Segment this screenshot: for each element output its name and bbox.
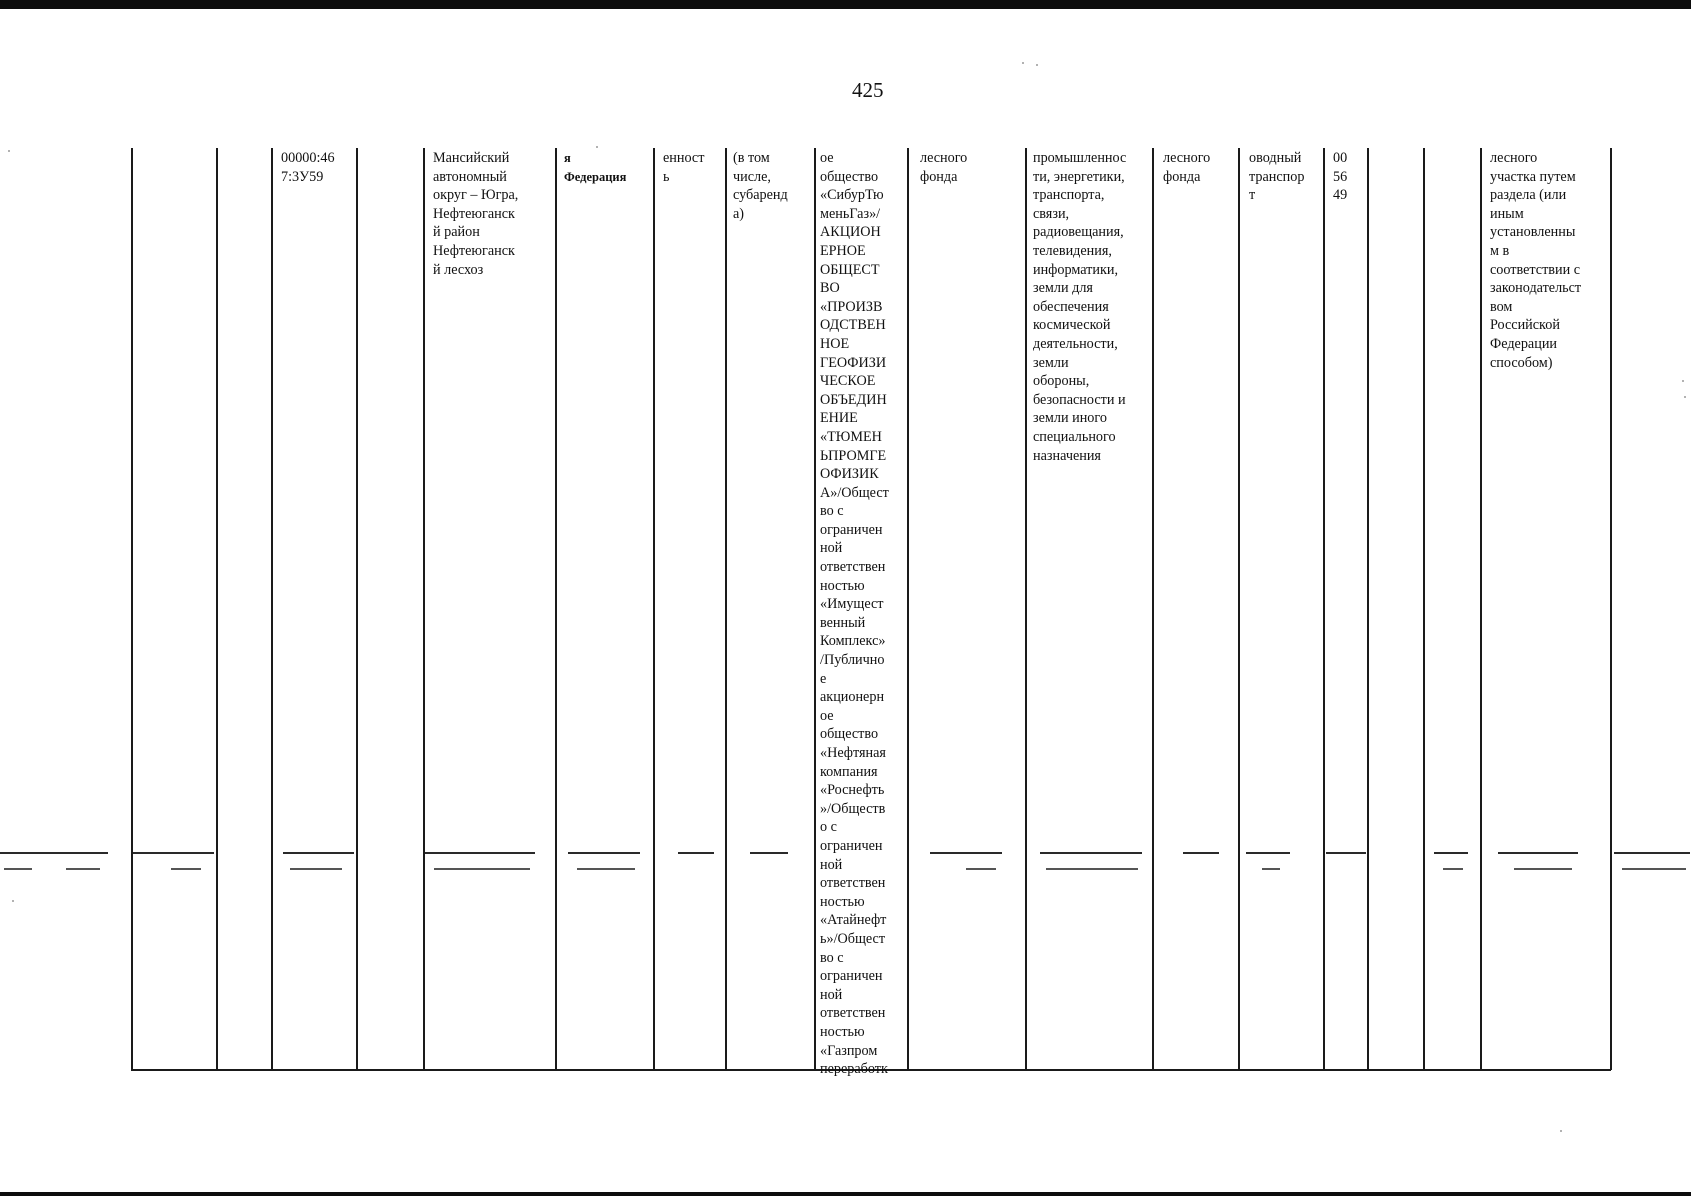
scan-speck [1022,62,1024,64]
row-divider-fragment [283,852,354,854]
column-border [1423,148,1425,1070]
row-divider-fragment [4,868,32,870]
column-border [1152,148,1154,1070]
column-border [1025,148,1027,1070]
row-divider-fragment [1514,868,1572,870]
column-border [216,148,218,1070]
cell-land-category-2: лесного фонда [1163,150,1211,185]
row-divider-fragment [750,852,788,854]
bottom-border [0,1192,1691,1196]
cell-land-use: промышленнос ти, энергетики, транспорта, связи, радиовещания, телевидения, информатики, земли для обеспечения космической деятельности, земли обороны, безопасности и земли иного специального назначения [1033,150,1127,464]
column-border [271,148,273,1070]
cell-right-type: енност ь [663,150,705,185]
row-divider-fragment [678,852,714,854]
top-border [0,0,1691,9]
row-divider-fragment [290,868,342,870]
row-divider-fragment [434,868,530,870]
cell-owner: я Федерация [564,151,627,184]
row-divider-fragment [1183,852,1219,854]
column-border [1610,148,1612,1070]
column-border [1238,148,1240,1070]
column-border [1367,148,1369,1070]
cell-land-category: лесного фонда [920,150,968,185]
cell-lease-note: (в том числе, субаренд а) [733,150,788,222]
row-divider-fragment [133,852,214,854]
column-border [555,148,557,1070]
row-divider-fragment [1498,852,1578,854]
column-border [356,148,358,1070]
row-divider-fragment [930,852,1002,854]
row-divider-fragment [1443,868,1463,870]
cell-cadastral-number: 00000:46 7:3У59 [281,150,335,185]
row-divider-fragment [66,868,100,870]
row-divider-fragment [1046,868,1138,870]
cell-location: Мансийский автономный округ – Югра, Нефтеюганск й район Нефтеюганск й лесхоз [433,150,519,278]
row-divider-fragment [425,852,535,854]
row-divider-fragment [1040,852,1142,854]
row-divider-fragment [0,852,108,854]
row-divider-fragment [1434,852,1468,854]
column-border [907,148,909,1070]
column-border [131,148,133,1070]
cell-right-holders: ое общество «СибурТю меньГаз»/ АКЦИОН ЕРНОЕ ОБЩЕСТ ВО «ПРОИЗВ ОДСТВЕН НОЕ ГЕОФИЗИ ЧЕСКОЕ ОБЪЕДИН ЕНИЕ «ТЮМЕН ЬПРОМГЕ ОФИЗИК А»/Общест во с ограничен ной ответствен ностью «Имущест венный Комплекс» /Публично е акционерн ое общество «Нефтяная компания «Роснефть »/Обществ о с ограничен ной ответствен ностью «Атайнефт ь»/Общест во с ограничен ной ответствен ностью «Газпром переработк [820,150,889,1078]
row-divider-fragment [1614,852,1690,854]
column-border [423,148,425,1070]
scan-speck [12,900,14,902]
row-divider-fragment [171,868,201,870]
row-divider-fragment [568,852,640,854]
scan-speck [1560,1130,1562,1132]
column-border [1480,148,1482,1070]
scan-speck [1682,380,1684,382]
cell-formation-method: лесного участка путем раздела (или иным установленны м в соответствии с законодательст вом Российской Федерации способом) [1490,150,1582,371]
row-divider-fragment [1326,852,1366,854]
row-divider-fragment [966,868,996,870]
row-divider-fragment [577,868,635,870]
row-divider-fragment [1246,852,1290,854]
column-border [1323,148,1325,1070]
column-border [814,148,816,1070]
scan-speck [596,146,598,148]
cell-code: 00 56 49 [1333,150,1348,204]
cell-transport: оводный транспор т [1249,150,1305,204]
page-number: 425 [852,78,884,102]
row-divider-fragment [1262,868,1280,870]
scan-speck [1036,64,1038,66]
scan-speck [1684,396,1686,398]
column-border [725,148,727,1070]
row-divider-fragment [1622,868,1686,870]
scan-speck [8,150,10,152]
column-border [653,148,655,1070]
